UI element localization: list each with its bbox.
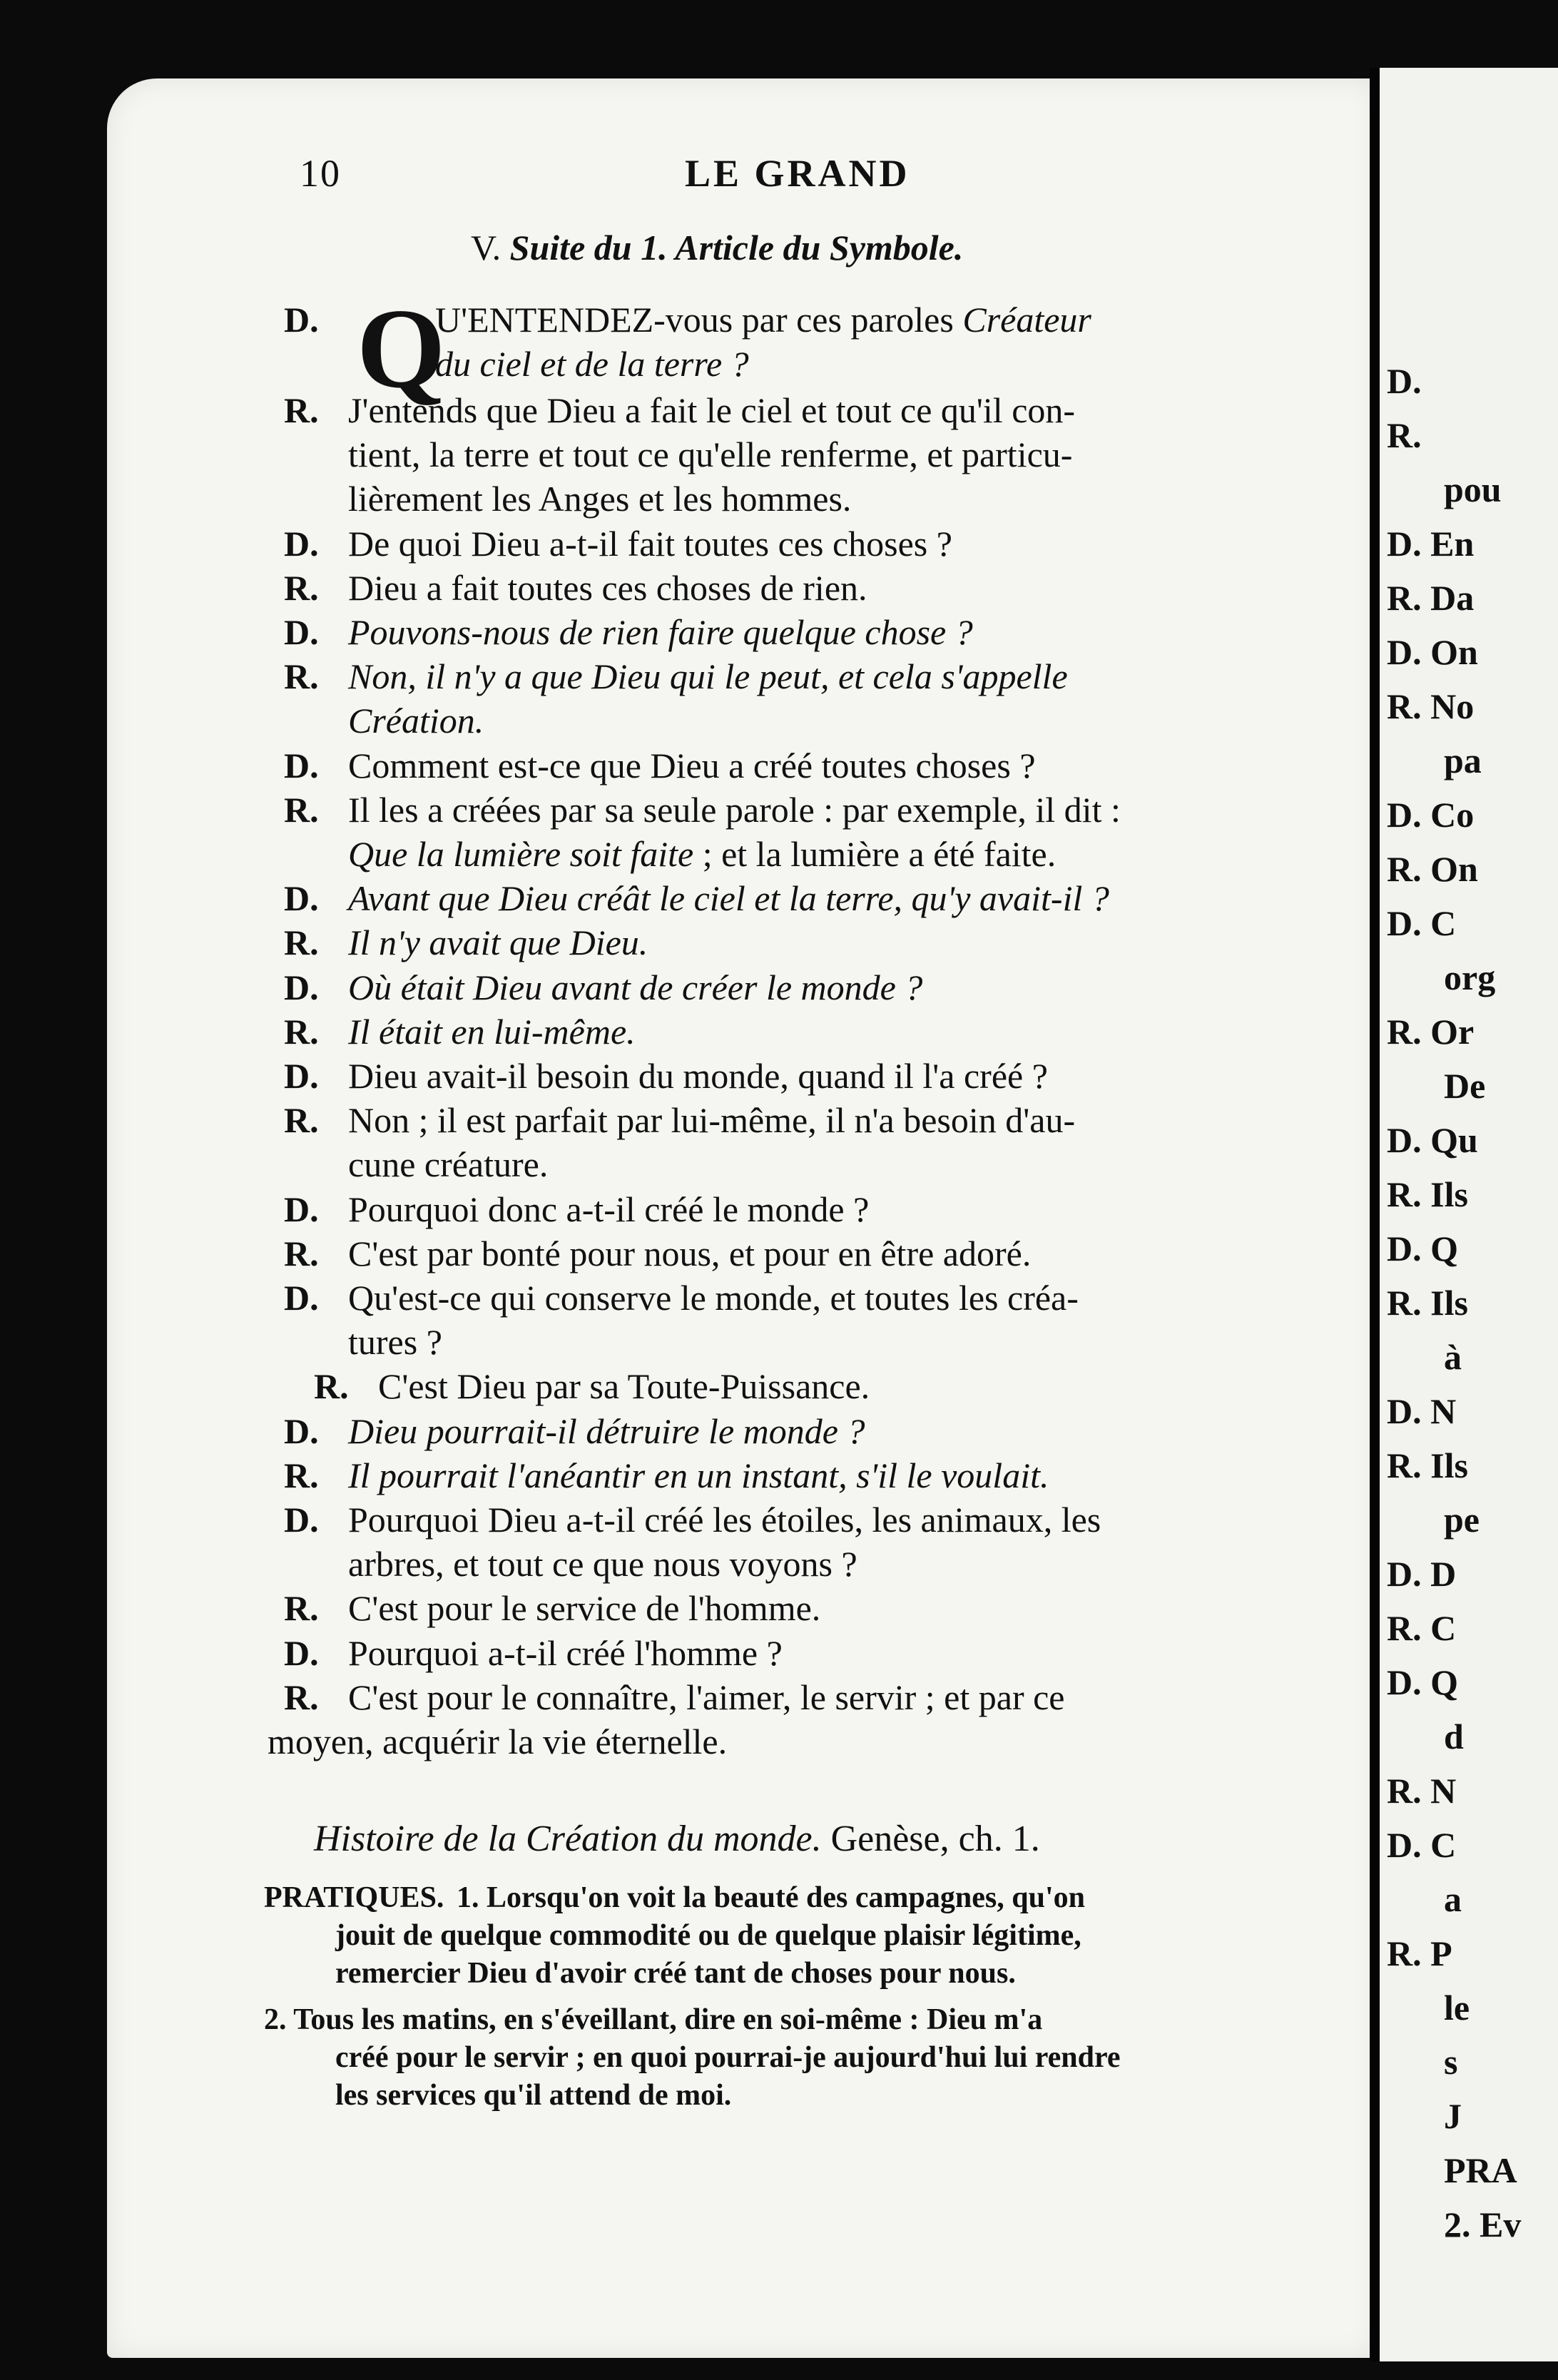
question-label: D. xyxy=(284,878,319,919)
qa-text: Avant que Dieu créât le ciel et la terre, qu'y avait-il ? xyxy=(348,878,1109,919)
qa-line xyxy=(284,1099,1075,1141)
qa-text: Il était en lui-même. xyxy=(348,1011,636,1052)
qa-text: moyen, acquérir la vie éternelle. xyxy=(268,1722,728,1761)
pratiques-line: créé pour le servir ; en quoi pourrai-je aujourd'hui lui rendre xyxy=(335,2041,1121,2074)
question-label: D. xyxy=(284,967,319,1007)
history-title: Histoire de la Création du monde. xyxy=(314,1819,822,1859)
right-page-line: org xyxy=(1444,957,1496,997)
question-label: D. xyxy=(284,612,319,652)
qa-text: Pourquoi a-t-il créé l'homme ? xyxy=(348,1632,783,1673)
right-page-line: R. xyxy=(1387,415,1422,455)
right-page-fragment xyxy=(1380,68,1558,2361)
answer-label: R. xyxy=(284,922,319,963)
qa-line xyxy=(284,389,1075,432)
section-title-text: Suite du 1. Article du Symbole. xyxy=(509,228,964,268)
answer-label: R. xyxy=(284,390,319,430)
qa-text: Comment est-ce que Dieu a créé toutes choses ? xyxy=(348,745,1036,785)
answer-label: R. xyxy=(284,1011,319,1052)
answer-label: R. xyxy=(284,567,319,608)
first-question-line2: du ciel et de la terre ? xyxy=(435,344,749,384)
right-page-line: D. Qu xyxy=(1387,1120,1478,1160)
dropcap-letter: Q xyxy=(357,285,446,412)
right-page-line: R. Ils xyxy=(1387,1283,1468,1323)
qa-text: C'est pour le service de l'homme. xyxy=(348,1588,821,1629)
answer-label: R. xyxy=(284,1233,319,1273)
qa-text: Il les a créées par sa seule parole : par exemple, il dit : xyxy=(348,789,1121,830)
answer-label: R. xyxy=(284,1100,319,1141)
right-page-line: a xyxy=(1444,1879,1462,1919)
qa-line xyxy=(284,921,648,964)
right-page-line: d xyxy=(1444,1717,1464,1756)
qa-line xyxy=(284,833,1056,875)
qa-text: C'est par bonté pour nous, et pour en être adoré. xyxy=(348,1233,1032,1273)
qa-line xyxy=(284,1232,1031,1275)
question-label: D. xyxy=(284,1278,319,1318)
right-page-line: R. N xyxy=(1387,1771,1457,1811)
right-page-line: PRA xyxy=(1444,2150,1517,2190)
right-page-line: D. C xyxy=(1387,903,1457,943)
qa-text: C'est Dieu par sa Toute-Puissance. xyxy=(378,1366,870,1407)
right-page-line: D. N xyxy=(1387,1391,1457,1431)
right-page-line: R. C xyxy=(1387,1608,1457,1648)
qa-line xyxy=(284,1054,1048,1097)
right-page-line: D. On xyxy=(1387,632,1478,672)
qa-text: tures ? xyxy=(348,1322,442,1363)
section-number: V. xyxy=(471,228,501,268)
qa-italic-text: Que la lumière soit faite xyxy=(348,834,694,874)
question-label: D. xyxy=(284,1056,319,1096)
answer-label: R. xyxy=(314,1366,349,1407)
page-number: 10 xyxy=(300,152,341,195)
pratiques-line: les services qu'il attend de moi. xyxy=(335,2079,732,2112)
qa-line xyxy=(284,1676,1065,1719)
qa-line xyxy=(284,1188,869,1231)
qa-text: Pourquoi Dieu a-t-il créé les étoiles, les animaux, les xyxy=(348,1500,1101,1540)
right-page-line: pou xyxy=(1444,469,1502,509)
right-page-line: D. En xyxy=(1387,524,1475,564)
right-page-line: D. xyxy=(1387,361,1422,401)
pratiques-line: remercier Dieu d'avoir créé tant de choses pour nous. xyxy=(335,1957,1016,1990)
first-question-label: D. xyxy=(284,300,319,340)
right-page-line: D. Co xyxy=(1387,795,1475,835)
qa-text: Il pourrait l'anéantir en un instant, s'il le voulait. xyxy=(348,1455,1049,1495)
qa-text: J'entends que Dieu a fait le ciel et tout ce qu'il con- xyxy=(348,390,1076,430)
qa-line xyxy=(284,433,1072,476)
question-label: D. xyxy=(284,1189,319,1229)
answer-label: R. xyxy=(284,1588,319,1629)
question-label: D. xyxy=(284,1410,319,1451)
first-question-italic: Créateur xyxy=(962,300,1091,340)
qa-line xyxy=(284,655,1068,698)
pratiques-line: 1. Lorsqu'on voit la beauté des campagnes, qu'on xyxy=(457,1881,1085,1914)
question-label: D. xyxy=(284,1500,319,1540)
right-page-line: R. Ils xyxy=(1387,1174,1468,1214)
first-question-line1 xyxy=(435,298,1091,341)
qa-line xyxy=(284,1276,1079,1319)
qa-line xyxy=(284,699,484,742)
qa-text: arbres, et tout ce que nous voyons ? xyxy=(348,1544,857,1585)
answer-label: R. xyxy=(284,656,319,697)
qa-line xyxy=(284,1321,442,1363)
right-page-line: R. Ils xyxy=(1387,1445,1468,1485)
right-page-line: 2. Ev xyxy=(1444,2204,1522,2244)
qa-line xyxy=(284,611,973,654)
right-page-line: D. D xyxy=(1387,1554,1457,1594)
qa-text: Qu'est-ce qui conserve le monde, et toutes les créa- xyxy=(348,1278,1079,1318)
qa-text: Dieu a fait toutes ces choses de rien. xyxy=(348,567,867,608)
qa-text: Pouvons-nous de rien faire quelque chose ? xyxy=(348,612,973,652)
qa-line xyxy=(284,1143,548,1186)
qa-line xyxy=(284,477,851,520)
qa-line xyxy=(284,1542,857,1585)
first-question-text: U'ENTENDEZ-vous par ces paroles xyxy=(435,300,963,340)
answer-label: R. xyxy=(284,1455,319,1495)
right-page-line: R. On xyxy=(1387,849,1478,889)
qa-line xyxy=(284,566,867,609)
right-page-line: De xyxy=(1444,1066,1486,1106)
pratiques-line: 2. Tous les matins, en s'éveillant, dire en soi-même : Dieu m'a xyxy=(264,2003,1043,2036)
pratiques-heading: PRATIQUES. xyxy=(264,1881,444,1914)
qa-line xyxy=(284,1498,1101,1541)
right-page-line: pe xyxy=(1444,1500,1480,1540)
qa-text: Non ; il est parfait par lui-même, il n'a besoin d'au- xyxy=(348,1100,1076,1141)
qa-text: Dieu pourrait-il détruire le monde ? xyxy=(348,1410,865,1451)
qa-text: lièrement les Anges et les hommes. xyxy=(348,479,852,519)
qa-text: Non, il n'y a que Dieu qui le peut, et cela s'appelle xyxy=(348,656,1068,697)
qa-line xyxy=(284,522,952,565)
qa-text: Il n'y avait que Dieu. xyxy=(348,922,648,963)
answer-label: R. xyxy=(284,789,319,830)
pratiques-line: jouit de quelque commodité ou de quelque plaisir légitime, xyxy=(335,1919,1081,1952)
right-page-line: s xyxy=(1444,2042,1458,2082)
question-label: D. xyxy=(284,745,319,785)
running-head: LE GRAND xyxy=(685,152,910,195)
right-page-line: R. P xyxy=(1387,1933,1452,1973)
qa-line xyxy=(284,1410,865,1453)
right-page-line: pa xyxy=(1444,741,1482,780)
qa-line xyxy=(284,788,1121,831)
right-page-line: R. Or xyxy=(1387,1012,1475,1052)
right-page-line: le xyxy=(1444,1988,1470,2028)
answer-label: R. xyxy=(284,1677,319,1717)
question-label: D. xyxy=(284,1632,319,1673)
book-gutter xyxy=(1370,68,1380,2361)
section-title xyxy=(471,227,963,268)
qa-text: ; et la lumière a été faite. xyxy=(693,834,1057,874)
right-page-line: J xyxy=(1444,2096,1462,2136)
qa-line xyxy=(284,1632,783,1674)
qa-line xyxy=(284,1010,636,1053)
qa-line xyxy=(284,966,922,1009)
qa-text: De quoi Dieu a-t-il fait toutes ces choses ? xyxy=(348,523,952,564)
qa-line xyxy=(314,1365,870,1408)
qa-line xyxy=(284,744,1036,787)
qa-line xyxy=(268,1720,727,1763)
qa-text: Où était Dieu avant de créer le monde ? xyxy=(348,967,923,1007)
history-ref: Genèse, ch. 1. xyxy=(830,1819,1040,1859)
qa-text: Dieu avait-il besoin du monde, quand il l'a créé ? xyxy=(348,1056,1048,1096)
qa-text: Pourquoi donc a-t-il créé le monde ? xyxy=(348,1189,870,1229)
qa-text: Création. xyxy=(348,701,484,741)
qa-text: C'est pour le connaître, l'aimer, le servir ; et par ce xyxy=(348,1677,1065,1717)
right-page-line: à xyxy=(1444,1337,1462,1377)
qa-text: cune créature. xyxy=(348,1144,549,1185)
qa-text: tient, la terre et tout ce qu'elle renferme, et particu- xyxy=(348,434,1073,475)
right-page-line: D. C xyxy=(1387,1825,1457,1865)
question-label: D. xyxy=(284,523,319,564)
right-page-line: R. No xyxy=(1387,686,1475,726)
qa-line xyxy=(284,1454,1049,1497)
qa-line xyxy=(284,877,1109,920)
right-page-line: D. Q xyxy=(1387,1229,1458,1268)
right-page-line: D. Q xyxy=(1387,1662,1458,1702)
qa-line xyxy=(284,1587,820,1629)
right-page-line: R. Da xyxy=(1387,578,1475,618)
history-reference xyxy=(314,1818,1040,1860)
